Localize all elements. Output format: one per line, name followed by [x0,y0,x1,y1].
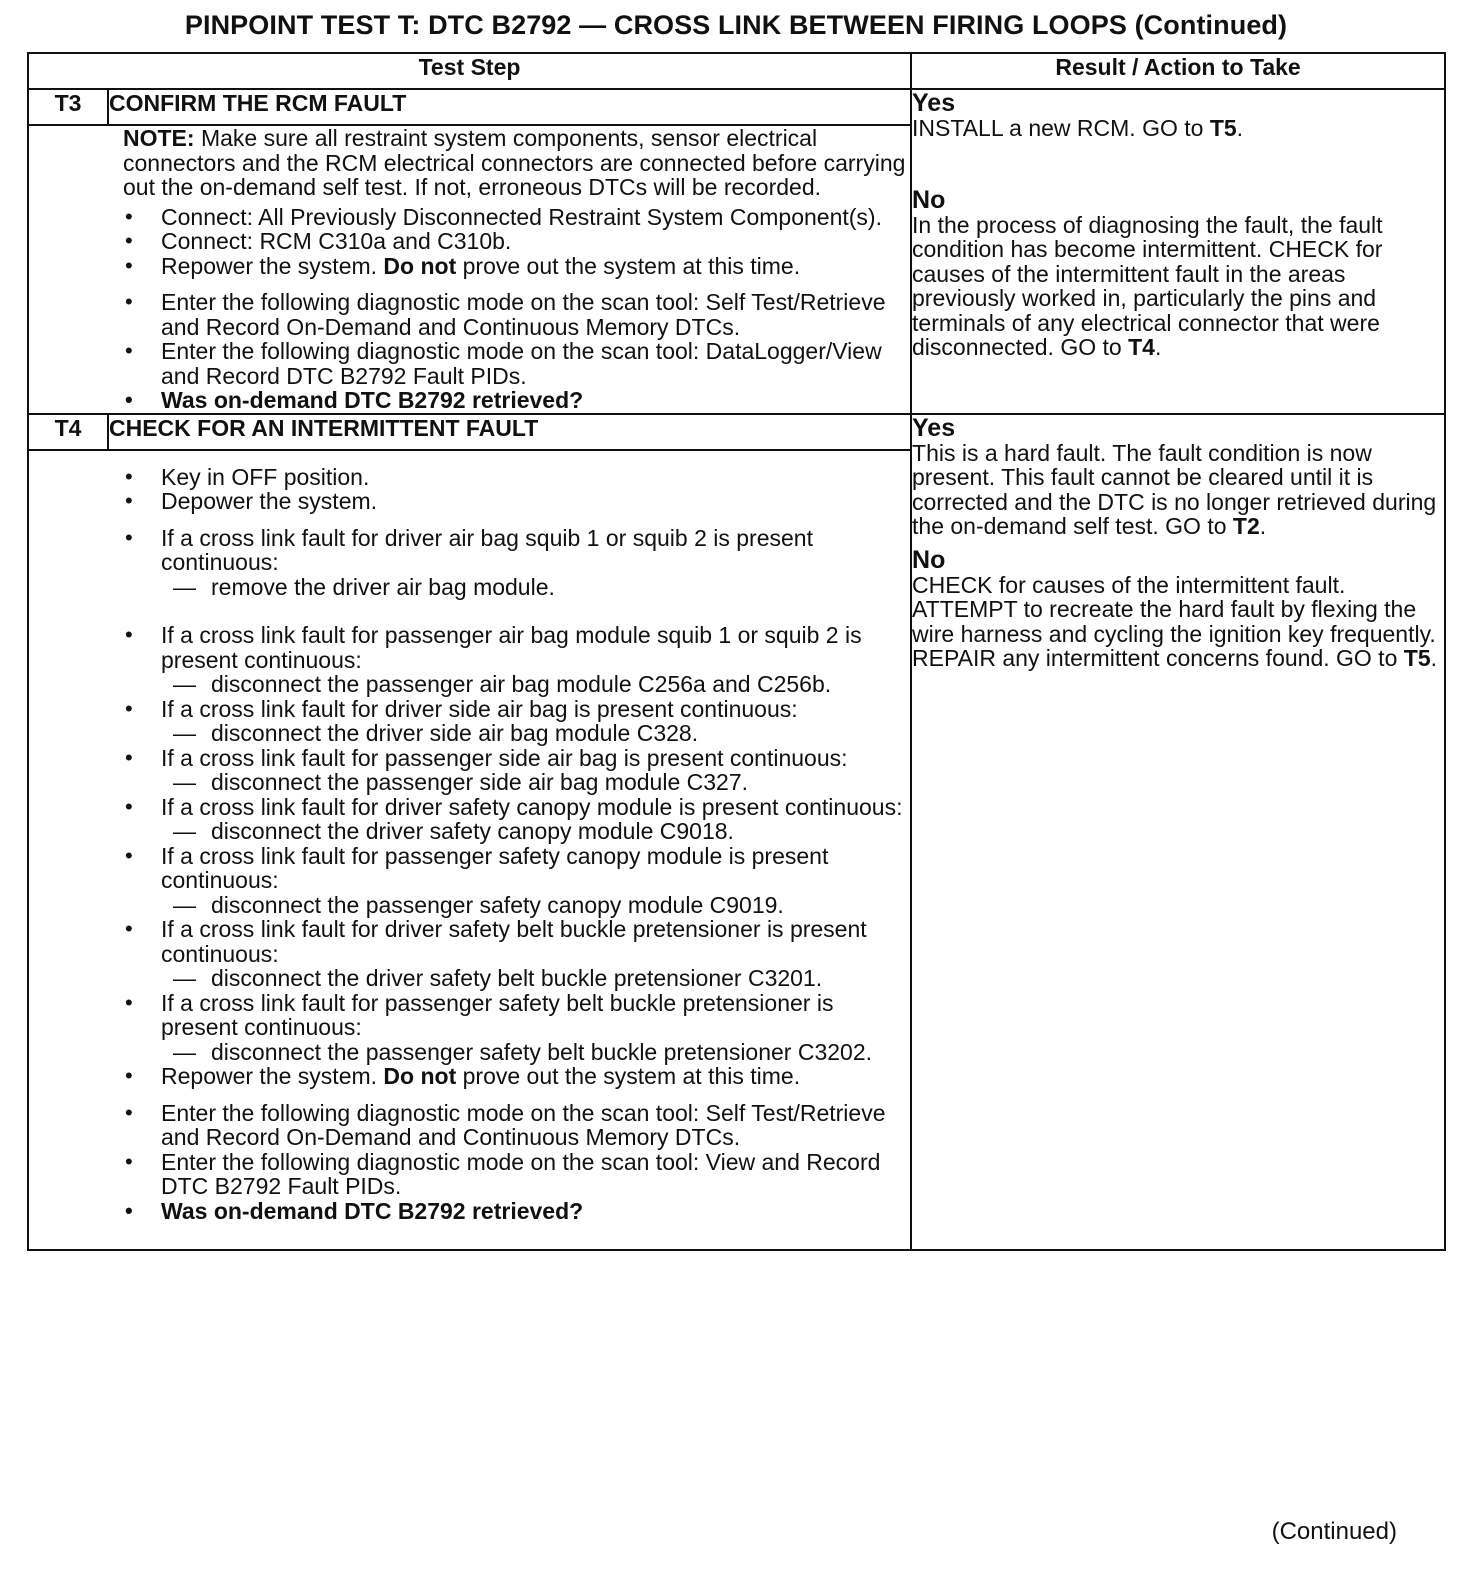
list-item-text: If a cross link fault for driver safety belt buckle pretensioner is present continuous: [161,916,867,967]
sub-item: — disconnect the passenger side air bag module C327. [161,770,910,795]
result-t3-yes-end: . [1236,115,1244,141]
list-item [123,623,910,697]
continued-footer: (Continued) [1271,1518,1397,1545]
list-item: • Connect: All Previously Disconnected Restraint System Component(s). [123,205,910,230]
result-t4-yes [912,415,1444,539]
result-t4-no [912,547,1444,671]
result-t3-no-ref: T4 [1128,334,1155,360]
list-item-question: • Was on-demand DTC B2792 retrieved? [123,1199,910,1224]
list-item [123,917,910,991]
result-t4-no-ref: T5 [1403,645,1431,671]
note-label: NOTE: [123,125,195,151]
result-t4-yes-ref: T2 [1232,513,1260,539]
result-t3-no-end: . [1154,334,1162,360]
sub-item: — disconnect the driver side air bag module C328. [161,721,910,746]
result-t3-no-label: No [912,185,946,214]
result-t4-yes-text [912,441,1444,539]
list-item-emphasis: Do not [383,1063,457,1089]
step-t3-title-row [28,89,1445,125]
list-item [123,991,910,1065]
header-test-step: Test Step [28,53,911,89]
step-id-t4: T4 [28,414,108,450]
sub-item: — disconnect the driver safety canopy module C9018. [161,819,910,844]
list-item-text: If a cross link fault for passenger safety belt buckle pretensioner is present continuous: [161,989,834,1040]
header-result-action: Result / Action to Take [911,53,1445,89]
list-item [123,746,910,795]
step-body-t3 [28,125,911,414]
result-t4-no-end: . [1430,645,1437,671]
list-item-text: Repower the system. [161,1063,384,1089]
step-id-t3: T3 [28,89,108,125]
sub-item: — remove the driver air bag module. [161,575,910,600]
result-t3 [911,89,1445,414]
step-t4-title-row [28,414,1445,450]
result-t4-no-body: CHECK for causes of the intermittent fault. ATTEMPT to recreate the hard fault by flexing the wire harness and cycling the ignition key frequently. REPAIR any intermittent concerns found. GO to [912,571,1436,671]
list-item: • Key in OFF position. [123,465,910,490]
note-t3 [123,126,910,200]
result-t3-no [912,187,1444,360]
list-item-text: If a cross link fault for passenger air bag module squib 1 or squib 2 is present continuous: [161,622,862,673]
list-item: • Enter the following diagnostic mode on the scan tool: DataLogger/View and Record DTC B2792 Fault PIDs. [123,339,910,388]
list-item: • Enter the following diagnostic mode on the scan tool: View and Record DTC B2792 Fault PIDs. [123,1150,910,1199]
result-t4-no-label: No [912,545,946,574]
result-t3-yes-label: Yes [912,89,956,117]
pinpoint-test-table [27,52,1446,1251]
result-t3-no-body: In the process of diagnosing the fault, the fault condition has become intermittent. CHECK for causes of the intermittent fault in the areas previously worked in, particularly the pins and terminals of any electrical connector that were disconnected. GO to [912,211,1383,360]
result-t3-yes-text [912,116,1444,141]
result-t4-yes-label: Yes [912,413,956,442]
result-t3-yes-ref: T5 [1209,115,1237,141]
list-item-emphasis: Do not [383,252,457,279]
result-t4 [911,414,1445,1251]
result-t3-yes-body: INSTALL a new RCM. GO to [912,115,1210,141]
result-t4-no-text [912,573,1444,671]
list-item-text: If a cross link fault for driver side air bag is present continuous: [161,695,798,722]
step-body-t4 [28,450,911,1251]
list-item-question: • Was on-demand DTC B2792 retrieved? [123,388,910,413]
result-t4-yes-body: This is a hard fault. The fault condition is now present. This fault cannot be cleared until it is corrected and the DTC is no longer retrieved during the on-demand self test. GO to [912,439,1437,539]
step-title-t3: CONFIRM THE RCM FAULT [108,89,911,125]
list-item [123,526,910,600]
result-t3-no-text [912,213,1444,360]
list-item-text: prove out the system at this time. [456,252,801,279]
note-text: Make sure all restraint system components, sensor electrical connectors and the RCM electrical connectors are connected before carrying out the on-demand self test. If not, erroneous DTCs will be recorded. [123,125,906,200]
table-header-row [28,53,1445,89]
sub-item: — disconnect the driver safety belt buckle pretensioner C3201. [161,966,910,991]
step-list-t4 [123,465,910,1224]
result-t3-yes [912,90,1444,141]
sub-item: — disconnect the passenger safety belt buckle pretensioner C3202. [161,1040,910,1065]
list-item-text: Repower the system. [161,252,384,279]
result-t4-yes-end: . [1259,513,1267,539]
list-item-text: If a cross link fault for driver safety canopy module is present continuous: [161,793,903,820]
step-title-t4: CHECK FOR AN INTERMITTENT FAULT [108,414,911,450]
sub-item: — disconnect the passenger air bag module C256a and C256b. [161,672,910,697]
list-item: • Depower the system. [123,489,910,514]
list-item-text: If a cross link fault for passenger side air bag is present continuous: [161,744,848,771]
list-item-text: prove out the system at this time. [456,1063,801,1089]
list-item: • Connect: RCM C310a and C310b. [123,229,910,254]
sub-item: — disconnect the passenger safety canopy module C9019. [161,893,910,918]
page-title: PINPOINT TEST T: DTC B2792 — CROSS LINK BETWEEN FIRING LOOPS (Continued) [184,10,1288,40]
list-item [123,254,910,279]
list-item [123,1064,910,1089]
list-item-text: If a cross link fault for passenger safety canopy module is present continuous: [161,842,829,893]
list-item: • Enter the following diagnostic mode on the scan tool: Self Test/Retrieve and Record On-Demand and Continuous Memory DTCs. [123,1101,910,1150]
list-item: • Enter the following diagnostic mode on the scan tool: Self Test/Retrieve and Record On-Demand and Continuous Memory DTCs. [123,290,910,339]
list-item-text: If a cross link fault for driver air bag squib 1 or squib 2 is present continuous: [161,524,813,575]
list-item [123,697,910,746]
list-item [123,795,910,844]
list-item [123,844,910,918]
step-list-t3 [123,205,910,413]
